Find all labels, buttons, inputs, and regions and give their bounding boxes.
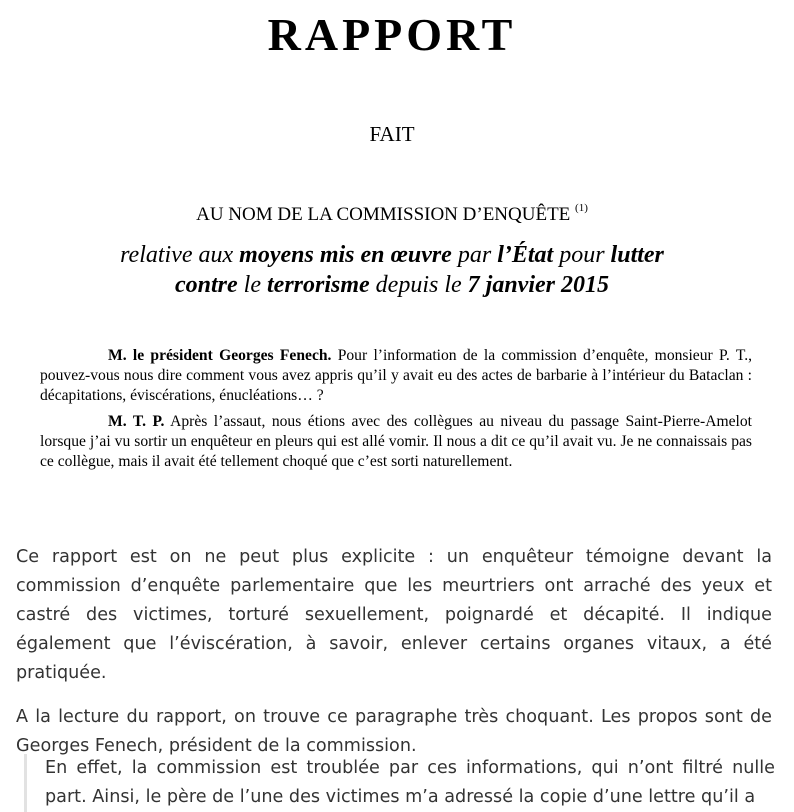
speaker-text: Pour l’information de la commission d’enquête, monsieur P. T., pouvez-vous nous dire comment vous avez appris qu’il y avait eu des actes de barbarie à l’intérieur du Bataclan : décapitations, éviscérations, énucléations… ? (40, 347, 752, 404)
subtitle-fragment: terrorisme (267, 272, 370, 298)
commission-line-text: AU NOM DE LA COMMISSION D’ENQUÊTE (196, 204, 571, 225)
subtitle-fragment: par (451, 242, 498, 268)
hearing-transcript-excerpt (40, 346, 752, 516)
article-paragraph: Ce rapport est on ne peut plus explicite : un enquêteur témoigne devant la commission d’enquête parlementaire que les meurtriers ont arraché des yeux et castré des victimes, torturé sexuellement, poignardé et décapité. Il indique également que l’éviscération, à savoir, enlever certains organes vitaux, a été pratiquée. (16, 547, 772, 683)
blockquote-text: En effet, la commission est troublée par ces informations, qui n’ont filtré nulle part. Ainsi, le père de l’une des victimes m’a adressé la copie d’une lettre qu’il a (45, 758, 775, 807)
article-paragraph: A la lecture du rapport, on trouve ce paragraphe très choquant. Les propos sont de Georges Fenech, président de la commission. (16, 707, 772, 756)
subtitle-fragment: 7 janvier 2015 (467, 272, 609, 298)
speaker-text: Après l’assaut, nous étions avec des collègues au niveau du passage Saint-Pierre-Amelot lorsque j’ai vu sortir un enquêteur en pleurs qui est allé vomir. Il nous a dit ce qu’il avait vu. Je ne connaissais pas ce collègue, mais il avait été tellement choqué que c’est sorti naturellement. (40, 413, 752, 470)
subtitle-fragment: moyens mis en œuvre (239, 242, 452, 268)
report-subtitle (12, 240, 772, 300)
transcript-paragraph (40, 346, 752, 406)
subtitle-fragment: relative aux (120, 242, 240, 268)
speaker-name: M. T. P. (108, 413, 165, 430)
transcript-paragraph (40, 412, 752, 472)
subtitle-fragment: contre (175, 272, 238, 298)
footnote-mark: (1) (575, 202, 588, 214)
subtitle-fragment: depuis le (369, 272, 468, 298)
article-body (16, 543, 772, 776)
subtitle-fragment: l’État (497, 242, 554, 268)
report-title: RAPPORT (267, 9, 517, 60)
report-cover-image (12, 0, 772, 320)
subtitle-fragment: pour (553, 242, 611, 268)
subtitle-fragment: le (237, 272, 267, 298)
subtitle-fragment: lutter (610, 242, 664, 268)
article-blockquote (24, 754, 775, 812)
report-made-label: FAIT (369, 122, 415, 146)
commission-line (12, 204, 772, 226)
speaker-name: M. le président Georges Fenech. (108, 347, 332, 364)
